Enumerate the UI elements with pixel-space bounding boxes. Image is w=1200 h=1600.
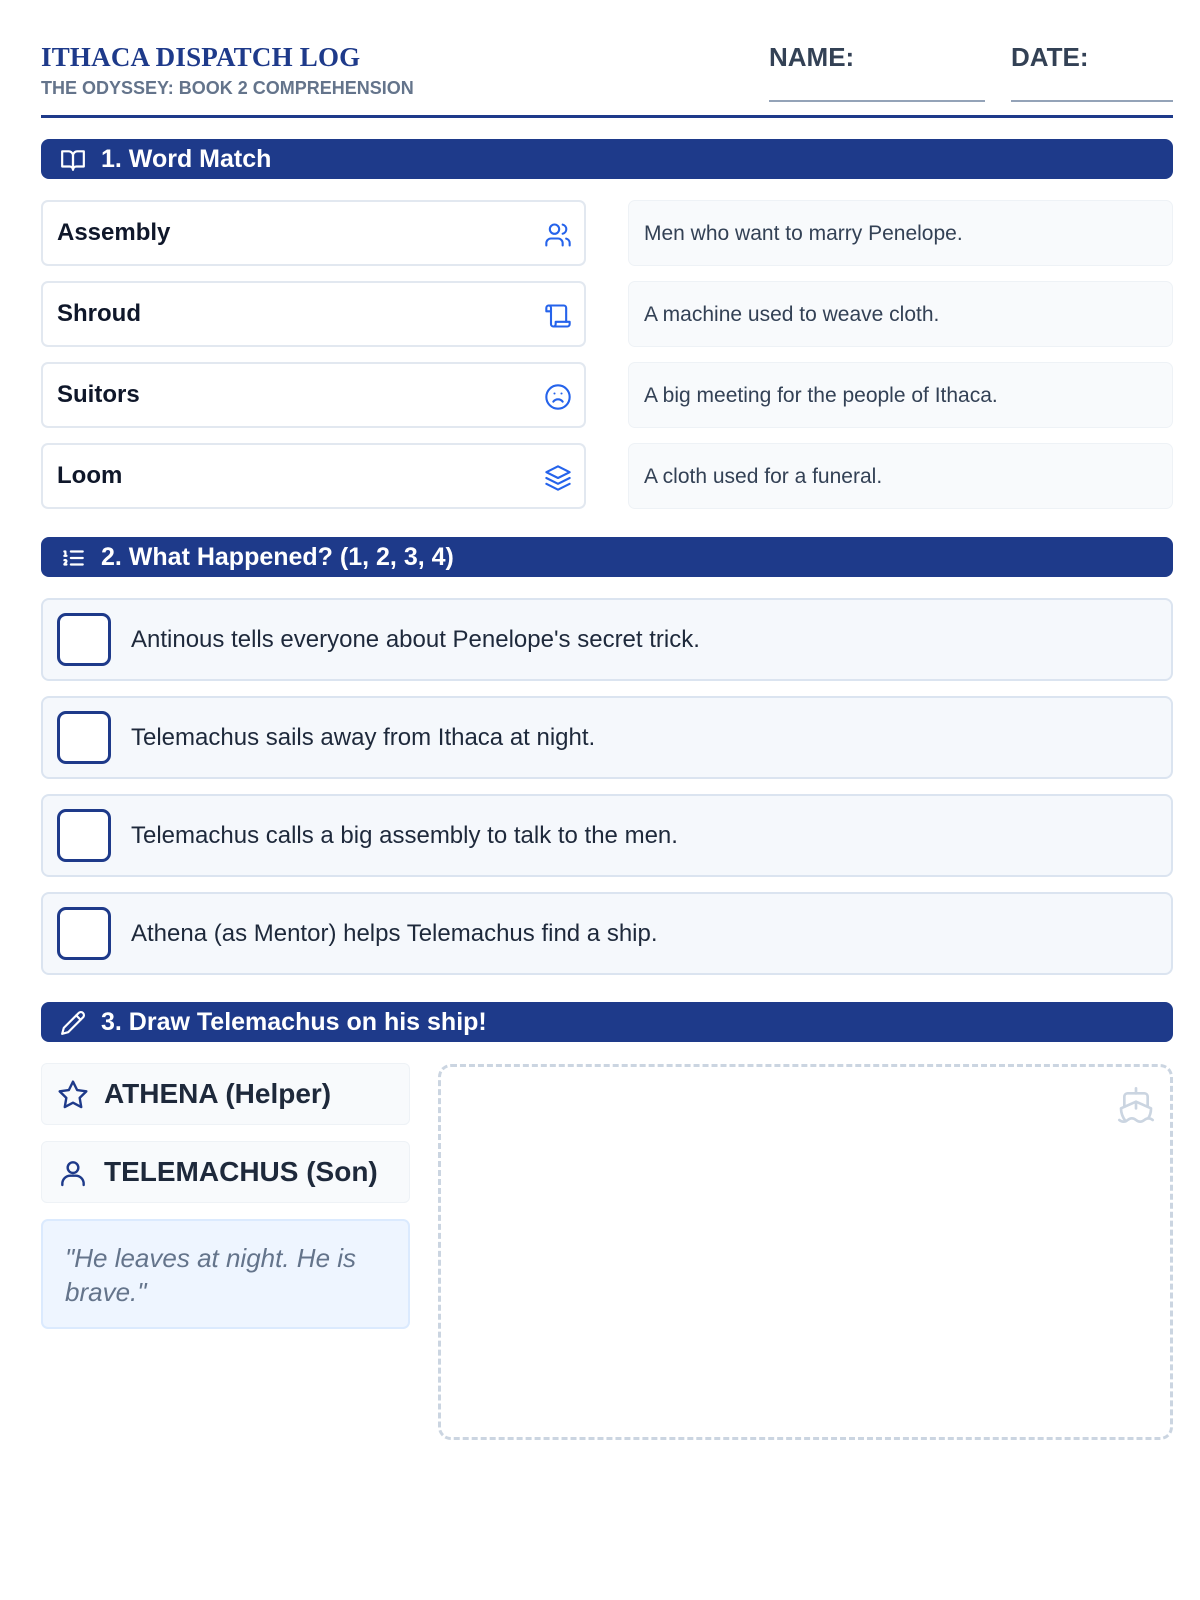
- definition-text: A machine used to weave cloth.: [644, 303, 940, 326]
- name-field[interactable]: [769, 40, 985, 102]
- worksheet-title: ITHACA DISPATCH LOG: [41, 42, 361, 72]
- definition-card[interactable]: [628, 443, 1173, 509]
- section-draw-header: [41, 1002, 1173, 1042]
- layers-icon: [544, 464, 572, 492]
- definition-card[interactable]: [628, 281, 1173, 347]
- word-card-loom[interactable]: [41, 443, 586, 509]
- character-label: ATHENA (Helper): [104, 1078, 332, 1109]
- event-text: Athena (as Mentor) helps Telemachus find a ship.: [131, 920, 658, 947]
- section-title: 3. Draw Telemachus on his ship!: [101, 1008, 487, 1036]
- word-card-suitors[interactable]: [41, 362, 586, 428]
- worksheet-header: [41, 0, 1173, 118]
- worksheet-subtitle: THE ODYSSEY: BOOK 2 COMPREHENSION: [41, 78, 414, 98]
- word-card-shroud[interactable]: [41, 281, 586, 347]
- worksheet-page: [41, 0, 1173, 1600]
- event-text: Telemachus calls a big assembly to talk to the men.: [131, 822, 678, 849]
- word-label: Suitors: [57, 381, 140, 408]
- word-label: Shroud: [57, 300, 141, 327]
- date-field[interactable]: [1011, 40, 1173, 102]
- open-book-icon: [60, 147, 86, 173]
- character-card-athena: [41, 1063, 410, 1125]
- order-number-box[interactable]: [57, 711, 111, 764]
- ship-icon: [1116, 1085, 1156, 1125]
- character-label: TELEMACHUS (Son): [104, 1156, 378, 1187]
- frown-face-icon: [544, 383, 572, 411]
- event-text: Telemachus sails away from Ithaca at night.: [131, 724, 596, 751]
- definition-text: A big meeting for the people of Ithaca.: [644, 384, 998, 407]
- event-text: Antinous tells everyone about Penelope's secret trick.: [131, 626, 700, 653]
- event-item: [41, 598, 1173, 681]
- word-label: Assembly: [57, 219, 171, 246]
- quote-text: "He leaves at night. He is brave.": [65, 1243, 357, 1307]
- section-what-happened-header: [41, 537, 1173, 577]
- user-icon: [57, 1157, 89, 1189]
- word-card-assembly[interactable]: [41, 200, 586, 266]
- quote-box: [41, 1219, 410, 1329]
- word-label: Loom: [57, 462, 123, 489]
- definition-card[interactable]: [628, 200, 1173, 266]
- scroll-icon: [544, 302, 572, 330]
- event-item: [41, 892, 1173, 975]
- order-number-box[interactable]: [57, 613, 111, 666]
- numbered-list-icon: [60, 545, 86, 571]
- event-item: [41, 696, 1173, 779]
- name-label: NAME:: [769, 42, 855, 72]
- section-title: 2. What Happened? (1, 2, 3, 4): [101, 543, 454, 571]
- order-number-box[interactable]: [57, 907, 111, 960]
- character-card-telemachus: [41, 1141, 410, 1203]
- section-title: 1. Word Match: [101, 145, 272, 173]
- definition-text: Men who want to marry Penelope.: [644, 222, 963, 245]
- date-label: DATE:: [1011, 42, 1089, 72]
- section-word-match-header: [41, 139, 1173, 179]
- drawing-area[interactable]: [438, 1064, 1173, 1440]
- pencil-icon: [60, 1010, 86, 1036]
- definition-text: A cloth used for a funeral.: [644, 465, 883, 488]
- users-icon: [544, 221, 572, 249]
- event-item: [41, 794, 1173, 877]
- star-icon: [57, 1079, 89, 1111]
- definition-card[interactable]: [628, 362, 1173, 428]
- order-number-box[interactable]: [57, 809, 111, 862]
